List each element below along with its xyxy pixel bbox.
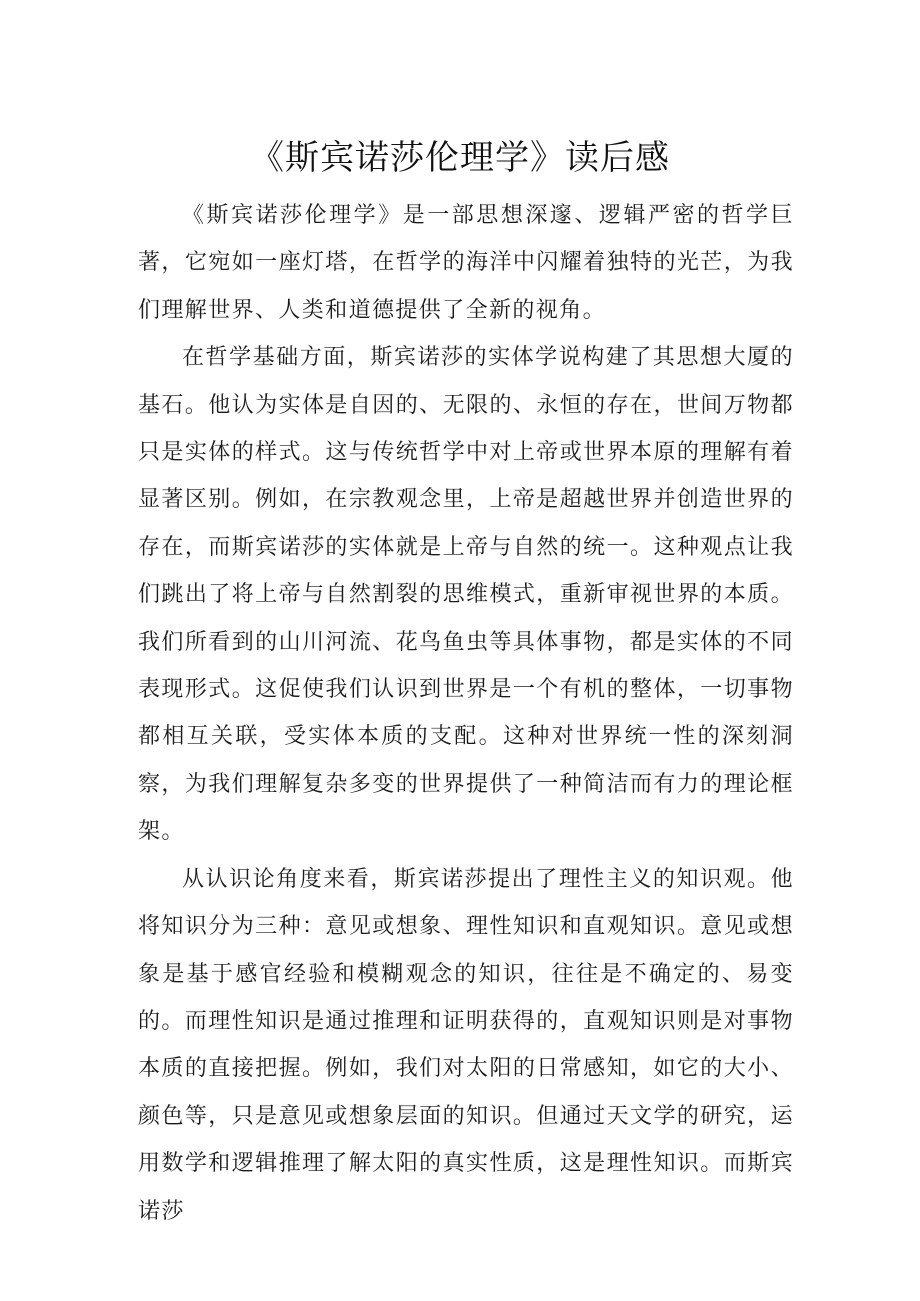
paragraph-epistemology: 从认识论角度来看，斯宾诺莎提出了理性主义的知识观。他将知识分为三种：意见或想象、理性知识和直观知识。意见或想象是基于感官经验和模糊观念的知识，往往是不确定的、易变的。而理性知识是通过推理和证明获得的，直观知识则是对事物本质的直接把握。例如，我们对太阳的日常感知，如它的大小、颜色等，只是意见或想象层面的知识。但通过天文学的研究，运用数学和逻辑推理了解太阳的真实性质，这是理性知识。而斯宾诺莎 xyxy=(138,866,794,1224)
document-body xyxy=(138,192,794,1235)
paragraph-intro: 《斯宾诺莎伦理学》是一部思想深邃、逻辑严密的哲学巨著，它宛如一座灯塔，在哲学的海洋中闪耀着独特的光芒，为我们理解世界、人类和道德提供了全新的视角。 xyxy=(138,203,794,323)
paragraph-substance-theory: 在哲学基础方面，斯宾诺莎的实体学说构建了其思想大厦的基石。他认为实体是自因的、无限的、永恒的存在，世间万物都只是实体的样式。这与传统哲学中对上帝或世界本原的理解有着显著区别。例如，在宗教观念里，上帝是超越世界并创造世界的存在，而斯宾诺莎的实体就是上帝与自然的统一。这种观点让我们跳出了将上帝与自然割裂的思维模式，重新审视世界的本质。我们所看到的山川河流、花鸟鱼虫等具体事物，都是实体的不同表现形式。这促使我们认识到世界是一个有机的整体，一切事物都相互关联，受实体本质的支配。这种对世界统一性的深刻洞察，为我们理解复杂多变的世界提供了一种简洁而有力的理论框架。 xyxy=(138,345,794,845)
document-title: 《斯宾诺莎伦理学》读后感 xyxy=(250,138,670,178)
